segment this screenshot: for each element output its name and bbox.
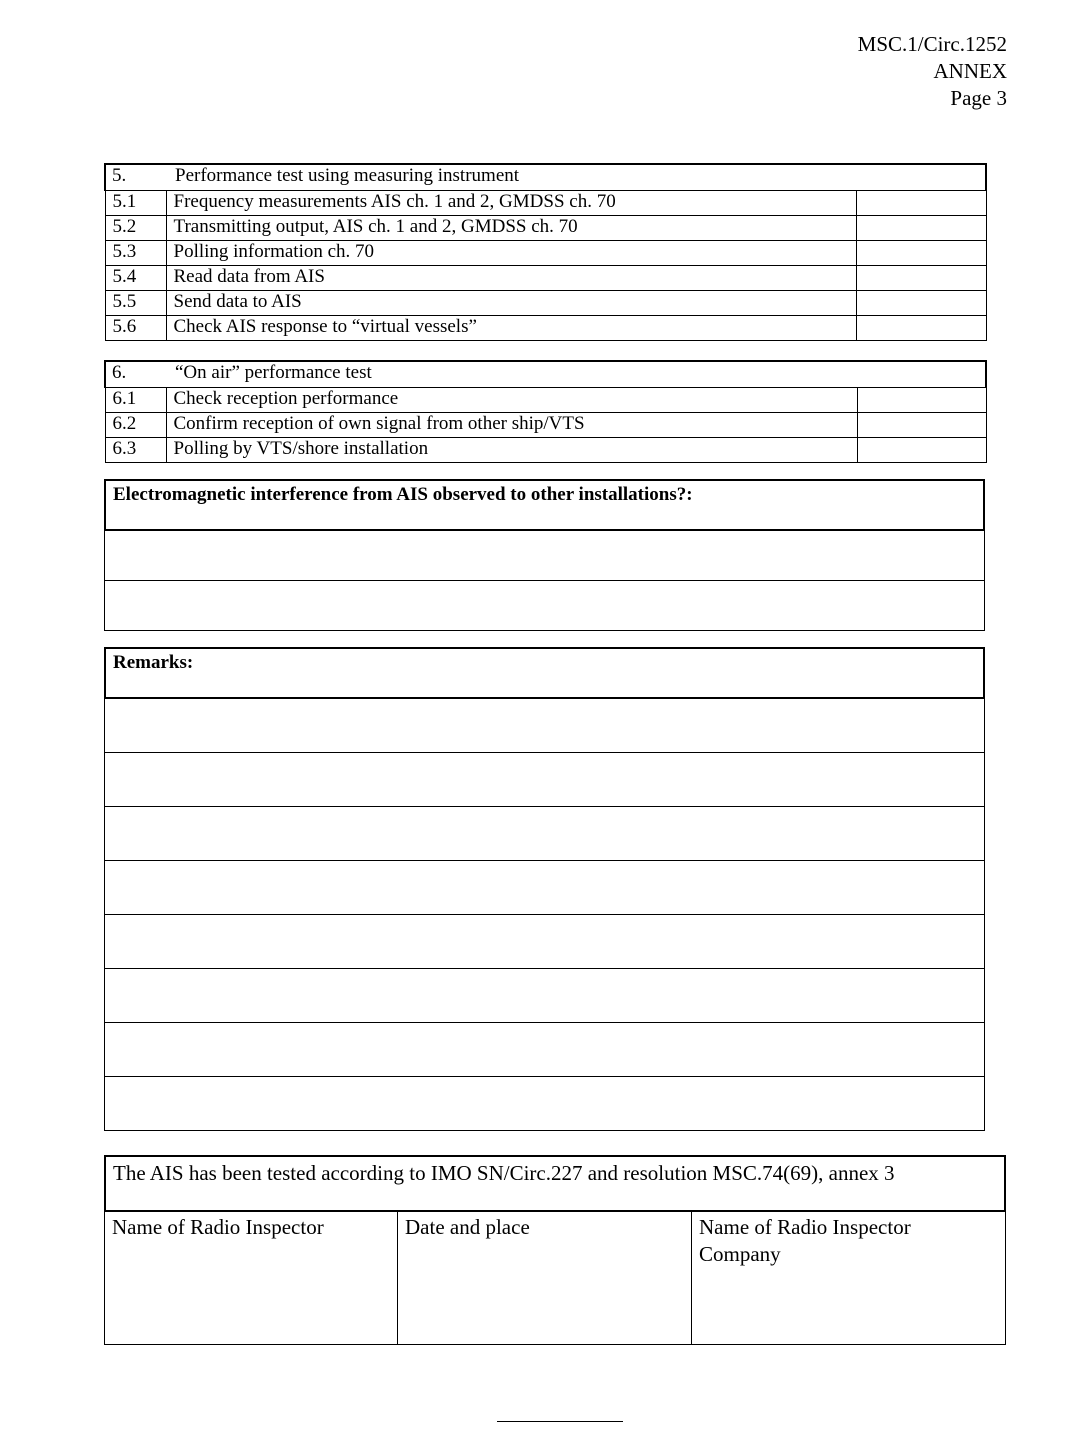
row-number: 5.2 xyxy=(105,215,166,240)
result-cell[interactable] xyxy=(856,290,986,315)
section-5-heading: Performance test using measuring instrument xyxy=(175,165,520,186)
remarks-entry-line[interactable] xyxy=(105,1077,984,1131)
company-label-line1: Name of Radio Inspector xyxy=(699,1215,911,1239)
row-number: 6.2 xyxy=(105,412,166,437)
row-description: Polling by VTS/shore installation xyxy=(166,437,857,462)
date-place-label: Date and place xyxy=(405,1215,530,1239)
inspector-name-label: Name of Radio Inspector xyxy=(112,1215,324,1239)
row-number: 5.5 xyxy=(105,290,166,315)
section-6-title xyxy=(105,361,986,387)
row-description: Frequency measurements AIS ch. 1 and 2, GMDSS ch. 70 xyxy=(166,190,856,215)
row-description: Check AIS response to “virtual vessels” xyxy=(166,315,856,340)
date-place-field[interactable] xyxy=(398,1212,692,1344)
section-6-heading: “On air” performance test xyxy=(175,362,372,383)
certification-section xyxy=(104,1155,1006,1345)
remarks-heading: Remarks: xyxy=(104,647,985,699)
remarks-entry-line[interactable] xyxy=(105,807,984,861)
annex-label: ANNEX xyxy=(933,59,1007,83)
remarks-entry-line[interactable] xyxy=(105,699,984,753)
circular-reference: MSC.1/Circ.1252 xyxy=(857,32,1007,56)
section-5-title xyxy=(105,164,986,190)
row-description: Transmitting output, AIS ch. 1 and 2, GMDSS ch. 70 xyxy=(166,215,856,240)
remarks-section xyxy=(104,647,985,1131)
remarks-entry-line[interactable] xyxy=(105,861,984,915)
row-number: 6.1 xyxy=(105,387,166,412)
company-label-line2: Company xyxy=(699,1242,781,1266)
row-number: 6.3 xyxy=(105,437,166,462)
document-header xyxy=(858,31,1007,112)
section-5-number: 5. xyxy=(112,165,127,186)
remarks-entry-line[interactable] xyxy=(105,753,984,807)
emi-section xyxy=(104,479,985,631)
emi-entry-line[interactable] xyxy=(105,581,984,631)
section-6-number: 6. xyxy=(112,362,127,383)
row-description: Confirm reception of own signal from other ship/VTS xyxy=(166,412,857,437)
remarks-entry-line[interactable] xyxy=(105,969,984,1023)
remarks-entry-line[interactable] xyxy=(105,1023,984,1077)
result-cell[interactable] xyxy=(856,240,986,265)
certification-statement: The AIS has been tested according to IMO SN/Circ.227 and resolution MSC.74(69), annex 3 xyxy=(104,1155,1006,1212)
inspector-company-field[interactable] xyxy=(692,1212,1006,1344)
row-description: Send data to AIS xyxy=(166,290,856,315)
row-number: 5.1 xyxy=(105,190,166,215)
row-description: Polling information ch. 70 xyxy=(166,240,856,265)
section-6-table xyxy=(104,360,987,463)
row-number: 5.6 xyxy=(105,315,166,340)
row-description: Check reception performance xyxy=(166,387,857,412)
emi-entry-line[interactable] xyxy=(105,531,984,581)
emi-heading: Electromagnetic interference from AIS observed to other installations?: xyxy=(104,479,985,531)
result-cell[interactable] xyxy=(856,190,986,215)
row-number: 5.3 xyxy=(105,240,166,265)
result-cell[interactable] xyxy=(857,387,986,412)
result-cell[interactable] xyxy=(856,215,986,240)
result-cell[interactable] xyxy=(856,265,986,290)
row-description: Read data from AIS xyxy=(166,265,856,290)
row-number: 5.4 xyxy=(105,265,166,290)
page-number: Page 3 xyxy=(950,86,1007,110)
result-cell[interactable] xyxy=(857,437,986,462)
inspector-name-field[interactable] xyxy=(105,1212,398,1344)
footer-divider xyxy=(497,1421,623,1422)
section-5-table xyxy=(104,163,987,341)
result-cell[interactable] xyxy=(857,412,986,437)
result-cell[interactable] xyxy=(856,315,986,340)
remarks-entry-line[interactable] xyxy=(105,915,984,969)
signature-row xyxy=(104,1212,1006,1345)
